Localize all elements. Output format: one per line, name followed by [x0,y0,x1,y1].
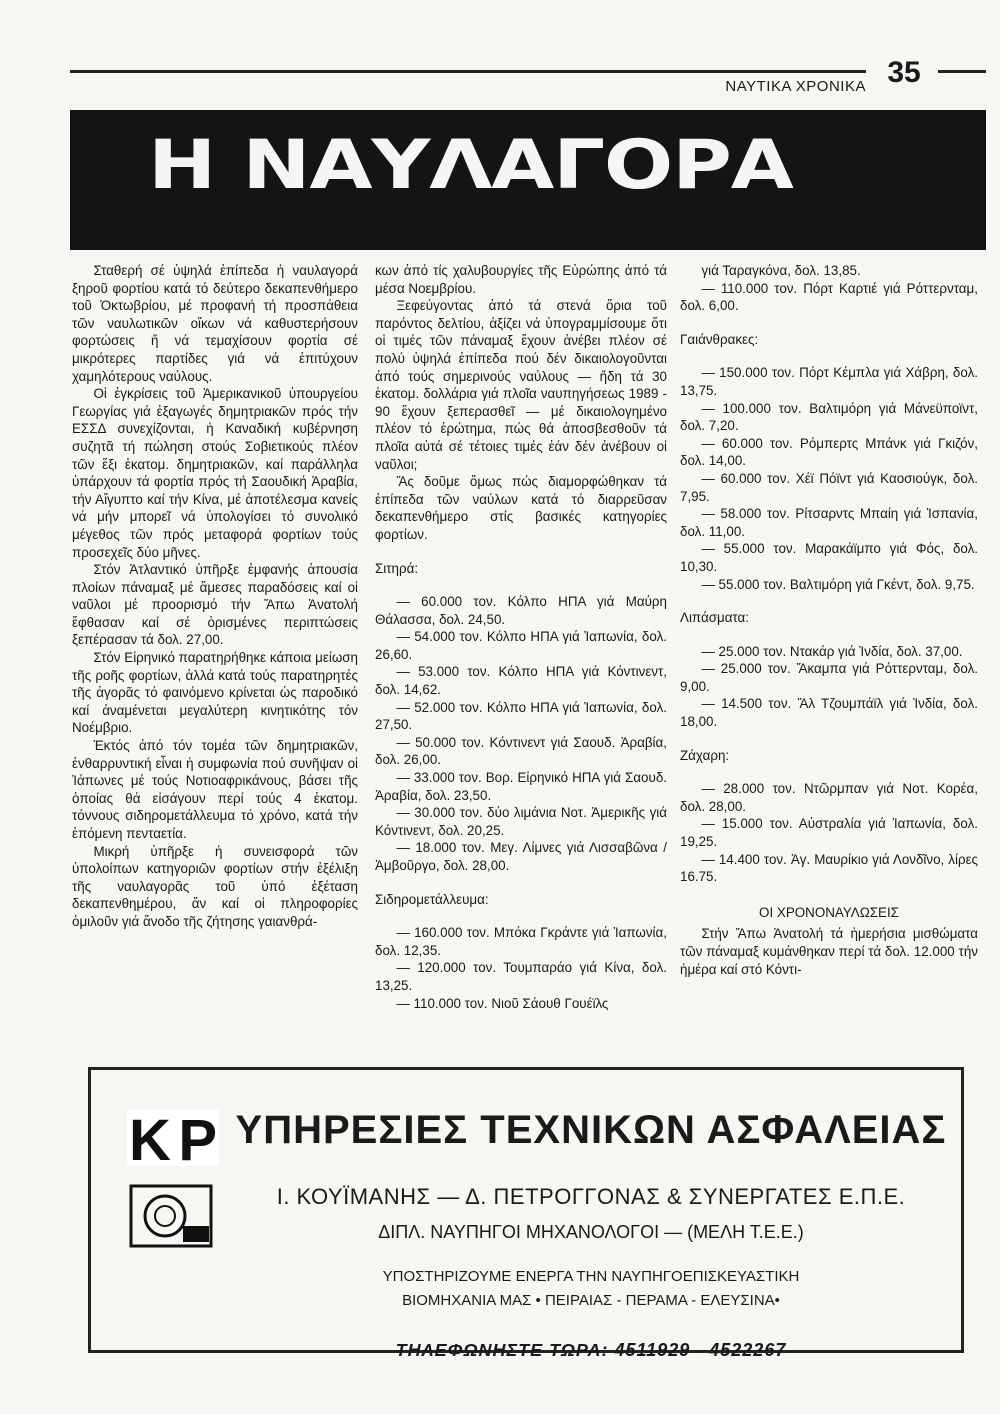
coal-heading: Γαιάνθρακες: [680,331,759,347]
logo-emblem-block [183,1226,209,1242]
rate-item: — 30.000 τον. δύο λιμάνια Νοτ. Ἀμερικῆς γιά Κόντινεντ, δολ. 20,25. [375,805,667,838]
column-1 [72,262,358,931]
page-number: 35 [887,56,921,89]
logo-emblem-inner [155,1206,175,1226]
header-rule-right [938,70,986,73]
rate-item: — 120.000 τον. Τουμπαράο γιά Κίνα, δολ. 13,25. [375,960,667,993]
rate-item: — 53.000 τον. Κόλπο ΗΠΑ γιά Κόντινεντ, δολ. 14,62. [375,664,667,698]
rate-item: — 58.000 τον. Ρίτσαρντς Μπαίη γιά Ἰσπανία, δολ. 11,00. [680,506,978,539]
paragraph: Μικρή ὑπῆρξε ἡ συνεισφορά τῶν ὑπολοίπων κατηγοριῶν φορτίων στήν ἐξέλιξη τῆς ναυλαγορᾶς τοῦ ὑπό ἐξέταση δεκαπενθημέρου, ἄν καί οἱ πληροφορίες ὁμιλοῦν γιά ἄνοδο τῆς ζήτησης γαιανθρά- [72,843,358,929]
rate-item: — 25.000 τον. Ντακάρ γιά Ἰνδία, δολ. 37,00. [701,643,963,659]
rate-item: — 25.000 τον. Ἄκαμπα γιά Ρόττερνταμ, δολ. 9,00. [680,661,978,694]
rate-item: — 54.000 τον. Κόλπο ΗΠΑ γιά Ἰαπωνία, δολ. 26,60. [375,629,667,662]
rate-item: — 100.000 τον. Βαλτιμόρη γιά Μάνεϋποϊντ, δολ. 7,20. [680,400,978,434]
header-rule [70,70,866,73]
rate-item: — 60.000 τον. Ρόμπερτς Μπάνκ γιά Γκιζόν, δολ. 14,00. [680,435,978,469]
ad-profession-line: ΔΙΠΛ. ΝΑΥΠΗΓΟΙ ΜΗΧΑΝΟΛΟΓΟΙ — (ΜΕΛΗ Τ.Ε.Ε.) [378,1222,804,1242]
ad-locations-line: ΒΙΟΜΗΧΑΝΙΑ ΜΑΣ • ΠΕΙΡΑΙΑΣ - ΠΕΡΑΜΑ - ΕΛΕΥΣΙΝΑ• [402,1292,780,1309]
timecharter-heading: ΟΙ ΧΡΟΝΟΝΑΥΛΩΣΕΙΣ [759,904,899,920]
rate-item: — 50.000 τον. Κόντινεντ γιά Σαουδ. Ἀραβία, δολ. 26,00. [375,734,667,768]
ad-title: ΥΠΗΡΕΣΙΕΣ ΤΕΧΝΙΚΩΝ ΑΣΦΑΛΕΙΑΣ [235,1108,947,1152]
rate-item: — 110.000 τον. Πόρτ Καρτιέ γιά Ρόττερνταμ, δολ. 6,00. [680,280,978,314]
logo-letters: ΚΡ [129,1110,217,1173]
paragraph: Ἐκτός ἀπό τόν τομέα τῶν δημητριακῶν, ἐνθαρρυντική εἶναι ἡ συμφωνία πού συνῆψαν οἱ Ἰάπωνες μέ τούς Νοτιοαφρικάνους, βάσει τῆς ὁποίας θά εἰσάγουν περί τούς 4 ἑκατομ. τόννους σιδηρομετάλλευμα τό χρόνο, κατά τήν ἑπόμενη πενταετία. [72,738,358,841]
rate-item: — 15.000 τον. Αὐστραλία γιά Ἰαπωνία, δολ. 19,25. [680,816,978,850]
ad-phone-line: ΤΗΛΕΦΩΝΗΣΤΕ ΤΩΡΑ: 4511929 - 4522267 [395,1340,787,1360]
fertilizer-heading: Λιπάσματα: [680,610,749,626]
paragraph: Στόν Εἰρηνικό παρατηρήθηκε κάποια μείωση τῆς ροῆς φορτίων, ἀλλά κατά τούς παρατηρητές τῆς ἀγορᾶς τό φαινόμενο κρίνεται ὡς παροδικό καί ἀναμένεται μεγαλύτερη κινητικότης τόν Νοέμβριο. [72,650,358,736]
ore-heading: Σιδηρομετάλλευμα: [375,891,489,907]
rate-item: — 33.000 τον. Βορ. Εἰρηνικό ΗΠΑ γιά Σαουδ. Ἀραβία, δολ. 23,50. [375,770,667,803]
magazine-name: ΝΑΥΤΙΚΑ ΧΡΟΝΙΚΑ [725,78,866,95]
section-title: Η ΝΑΥΛΑΓΟΡΑ [148,126,793,205]
rate-item: — 150.000 τον. Πόρτ Κέμπλα γιά Χάβρη, δολ. 13,75. [680,365,978,398]
advertisement-box [88,1067,964,1360]
sugar-heading: Ζάχαρη: [680,747,730,763]
grain-heading: Σιτηρά: [375,560,419,576]
paragraph: Στήν Ἄπω Ἀνατολή τά ἡμερήσια μισθώματα τῶν πάναμαξ κυμάνθηκαν περί τά δολ. 12.000 τήν ἡμέρα καί στό Κόντι- [680,926,978,977]
column-3 [680,262,978,978]
rate-item: — 110.000 τον. Νιοῦ Σάουθ Γουέϊλς [396,995,609,1011]
logo-emblem-ring [145,1196,185,1236]
rate-item: — 14.500 τον. Ἄλ Τζουμπάϊλ γιά Ἰνδία, δολ. 18,00. [680,696,978,730]
column-2 [375,262,667,1012]
paragraph: Σταθερή σέ ὑψηλά ἐπίπεδα ἡ ναυλαγορά ξηροῦ φορτίου κατά τό δεύτερο δεκαπενθήμερο τοῦ Ὀκτωβρίου, μέ προφανή τή προσπάθεια τῶν ναυλωτικῶν οἴκων νά καθυστερήσουν φορτώσεις ἤ νά τεμαχίσουν φορτία σέ μικρότερες παρτίδες γιά νά ἐπιτύχουν χαμηλότερους ναύλους. [72,263,358,384]
rate-item: — 60.000 τον. Κόλπο ΗΠΑ γιά Μαύρη Θάλασσα, δολ. 24,50. [375,594,667,627]
rate-item: — 18.000 τον. Μεγ. Λίμνες γιά Λισσαβῶνα / Ἀμβοῦργο, δολ. 28,00. [375,840,667,873]
paragraph: Οἱ ἐγκρίσεις τοῦ Ἀμερικανικοῦ ὑπουργείου Γεωργίας γιά ἐξαγωγές δημητριακῶν πρός τήν ΕΣΣΔ συνεχίζονται, ἡ Καναδική κυβέρνηση συζητᾶ τή πώληση στούς Σοβιετικούς πλέον τῶν ἕξι ἑκατομ. δημητριακῶν, καί παράλληλα ὑπάρχουν τά φορτία πρός τή Σαουδική Ἀραβία, τήν Αἴγυπτο καί τήν Κίνα, μέ ἀποτέλεσμα κανείς νά μήν μπορεῖ νά ὑπολογίσει τό συνολικό μέγεθος τῶν πρός μεταφορά φορτίων τούς προσεχεῖς δύο μῆνες. [72,386,358,560]
rate-item: — 14.400 τον. Ἀγ. Μαυρίκιο γιά Λονδῖνο, λίρες 16.75. [680,851,978,885]
rate-item: — 52.000 τον. Κόλπο ΗΠΑ γιά Ἰαπωνία, δολ. 27,50. [375,699,667,733]
rate-item: γιά Ταραγκόνα, δολ. 13,85. [701,263,861,278]
rate-item: — 55.000 τον. Μαρακάϊμπο γιά Φός, δολ. 10,30. [680,541,978,574]
paragraph: Ξεφεύγοντας ἀπό τά στενά ὅρια τοῦ παρόντος δελτίου, ἀξίζει νά ὑπογραμμίσουμε ὅτι οἱ τιμές τῶν πάναμαξ ἔχουν ἀνέβει πλέον σέ πολύ ὑψηλά ἐπίπεδα πού δέν δικαιολογοῦνται ἀπό τούς σημερινούς ναύλους — ἤδη τά 30 ἑκατομ. δολλάρια γιά πλοῖα ναυπηγήσεως 1989 - 90 ἔχουν ξεπερασθεῖ — μέ δικαιολογημένο πλέον τό ἐρώτημα, πώς θά ἀποσβεσθοῦν τά πλοῖα αὐτά σέ τέτοιες τιμές ἐάν δέν ἀνέβουν οἱ ναῦλοι; [375,298,667,472]
paragraph: κων ἀπό τίς χαλυβουργίες τῆς Εὐρώπης ἀπό τά μέσα Νοεμβρίου. [375,263,667,296]
company-logo [127,1110,219,1250]
rate-item: — 60.000 τον. Χέϊ Πόϊντ γιά Καοσιούγκ, δολ. 7,95. [680,470,978,504]
rate-item: — 28.000 τον. Ντῶρμπαν γιά Νοτ. Κορέα, δολ. 28,00. [680,781,978,814]
rate-item: — 160.000 τον. Μπόκα Γκράντε γιά Ἰαπωνία, δολ. 12,35. [375,925,667,958]
ad-support-line: ΥΠΟΣΤΗΡΙΖΟΥΜΕ ΕΝΕΡΓΑ ΤΗΝ ΝΑΥΠΗΓΟΕΠΙΣΚΕΥΑΣΤΙΚΗ [382,1268,800,1285]
paragraph: Στόν Ἀτλαντικό ὑπῆρξε ἐμφανής ἀπουσία πλοίων πάναμαξ μέ ἄμεσες παραδόσεις καί οἱ ναῦλοι μέ προορισμό τήν Ἄπω Ἀνατολή ἔφθασαν καί σέ ὁρισμένες περιπτώσεις ξεπέρασαν τά δολ. 27,00. [72,562,358,648]
rate-item: — 55.000 τον. Βαλτιμόρη γιά Γκέντ, δολ. 9,75. [701,576,975,592]
paragraph: Ἄς δοῦμε ὅμως πώς διαμορφώθηκαν τά ἐπίπεδα τῶν ναύλων κατά τό διαρρεῦσαν δεκαπενθήμερο στίς βασικές κατηγορίες φορτίων. [375,474,667,542]
ad-company-line: Ι. ΚΟΥΪΜΑΝΗΣ — Δ. ΠΕΤΡΟΓΓΟΝΑΣ & ΣΥΝΕΡΓΑΤΕΣ Ε.Π.Ε. [276,1184,906,1209]
